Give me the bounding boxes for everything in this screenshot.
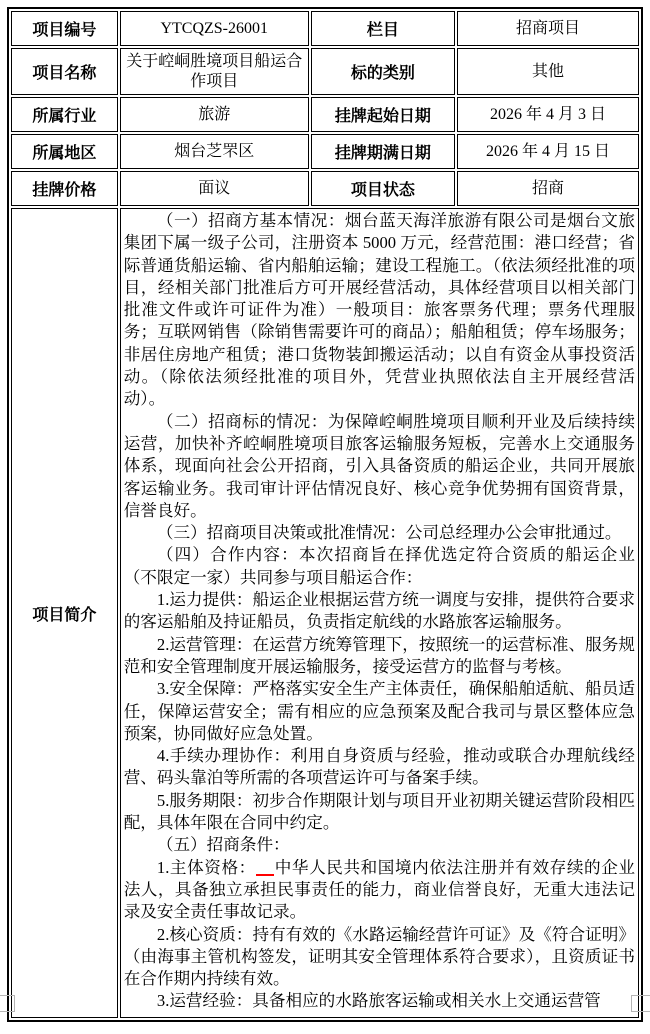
table-resize-handle-right[interactable] bbox=[631, 995, 650, 1012]
table-row bbox=[11, 48, 639, 95]
project-name-value: 关于崆峒胜境项目船运合作项目 bbox=[120, 48, 309, 95]
project-name-label: 项目名称 bbox=[11, 48, 118, 95]
project-number-label: 项目编号 bbox=[11, 11, 118, 46]
intro-paragraph: 5.服务期限：初步合作期限计划与项目开业初期关键运营阶段相匹配，具体年限在合同中约定。 bbox=[123, 790, 635, 833]
listing-start-date-label: 挂牌起始日期 bbox=[311, 97, 455, 132]
intro-paragraph-subject-qualification bbox=[124, 857, 635, 924]
intro-paragraph: 3.安全保障：严格落实安全生产主体责任，确保船舶适航、船员适任，保障运营安全；需有相应的应急预案及配合我司与景区整体应急预案，协同做好应急处置。 bbox=[123, 679, 635, 743]
target-type-value: 其他 bbox=[457, 48, 639, 95]
table-row bbox=[11, 134, 639, 169]
subject-qualification-prefix: 1.主体资格： bbox=[156, 857, 256, 877]
project-intro-body bbox=[120, 208, 639, 1018]
project-status-value: 招商 bbox=[457, 171, 639, 206]
listing-price-label: 挂牌价格 bbox=[11, 171, 118, 206]
table-row bbox=[11, 171, 639, 206]
intro-paragraph: 4.手续办理协作：利用自身资质与经验，推动或联合办理航线经营、码头靠泊等所需的各项营运许可与备案手续。 bbox=[123, 746, 635, 788]
listing-start-date-value: 2026 年 4 月 3 日 bbox=[457, 97, 639, 132]
table-row bbox=[11, 11, 639, 46]
intro-paragraph: 3.运营经验：具备相应的水路旅客运输或相关水上交通运营管 bbox=[156, 991, 601, 1011]
project-status-label: 项目状态 bbox=[311, 171, 455, 206]
subject-qualification-text: 中华人民共和国境内依法注册并有效存续的企业法人，具备独立承担民事责任的能力，商业信誉良好，无重大违法记录及安全责任事故记录。 bbox=[123, 857, 635, 922]
industry-value: 旅游 bbox=[120, 97, 309, 132]
intro-paragraph: （一）招商方基本情况：烟台蓝天海洋旅游有限公司是烟台文旅集团下属一级子公司，注册资本 5000 万元，经营范围：港口经营；省际普通货船运输、省内船舶运输；建设工程施工。（依法须经批准的项目，经相关部门批准后方可开展经营活动，具体经营项目以相关部门批准文件或许可证件为准）一般项目：旅客票务代理；票务代理服务；互联网销售（除销售需要许可的商品）；船舶租赁；停车场服务；非居住房地产租赁；港口货物装卸搬运活动；以自有资金从事投资活动。（除依法须经批准的项目外，凭营业执照依法自主开展经营活动）。 bbox=[123, 211, 635, 409]
intro-paragraph: （三）招商项目决策或批准情况：公司总经理办公会审批通过。 bbox=[156, 523, 622, 543]
red-underline-mark bbox=[256, 860, 274, 876]
listing-end-date-value: 2026 年 4 月 15 日 bbox=[457, 134, 639, 169]
intro-paragraph: 2.核心资质：持有有效的《水路运输经营许可证》及《符合证明》（由海事主管机构签发，证明其安全管理体系符合要求），且资质证书在合作期内持续有效。 bbox=[123, 924, 635, 989]
intro-paragraph: 1.运力提供：船运企业根据运营方统一调度与安排，提供符合要求的客运船舶及持证船员，负责指定航线的水路旅客运输服务。 bbox=[123, 590, 635, 632]
intro-paragraph: （二）招商标的情况：为保障崆峒胜境项目顺利开业及后续持续运营，加快补齐崆峒胜境项目旅客运输服务短板，完善水上交通服务体系，现面向社会公开招商，引入具备资质的船运企业，共同开展旅客运输业务。我司审计评估情况良好、核心竞争优势拥有国资背景，信誉良好。 bbox=[123, 411, 635, 520]
intro-paragraph: （四）合作内容：本次招商旨在择优选定符合资质的船运企业（不限定一家）共同参与项目船运合作： bbox=[123, 545, 635, 587]
project-intro-label: 项目简介 bbox=[11, 208, 118, 1018]
target-type-label: 标的类别 bbox=[311, 48, 455, 95]
project-number-value: YTCQZS-26001 bbox=[120, 11, 309, 46]
industry-label: 所属行业 bbox=[11, 97, 118, 132]
listing-end-date-label: 挂牌期满日期 bbox=[311, 134, 455, 169]
intro-paragraph: 2.运营管理：在运营方统筹管理下，按照统一的运营标准、服务规范和安全管理制度开展运输服务，接受运营方的监督与考核。 bbox=[123, 634, 635, 676]
column-value: 招商项目 bbox=[457, 11, 639, 46]
region-value: 烟台芝罘区 bbox=[120, 134, 309, 169]
table-row bbox=[11, 208, 639, 1018]
project-info-table bbox=[7, 7, 643, 1022]
table-row bbox=[11, 97, 639, 132]
column-label: 栏目 bbox=[311, 11, 455, 46]
listing-price-value: 面议 bbox=[120, 171, 309, 206]
intro-paragraph: （五）招商条件： bbox=[156, 835, 290, 855]
table-resize-handle-left[interactable] bbox=[0, 995, 15, 1012]
region-label: 所属地区 bbox=[11, 134, 118, 169]
